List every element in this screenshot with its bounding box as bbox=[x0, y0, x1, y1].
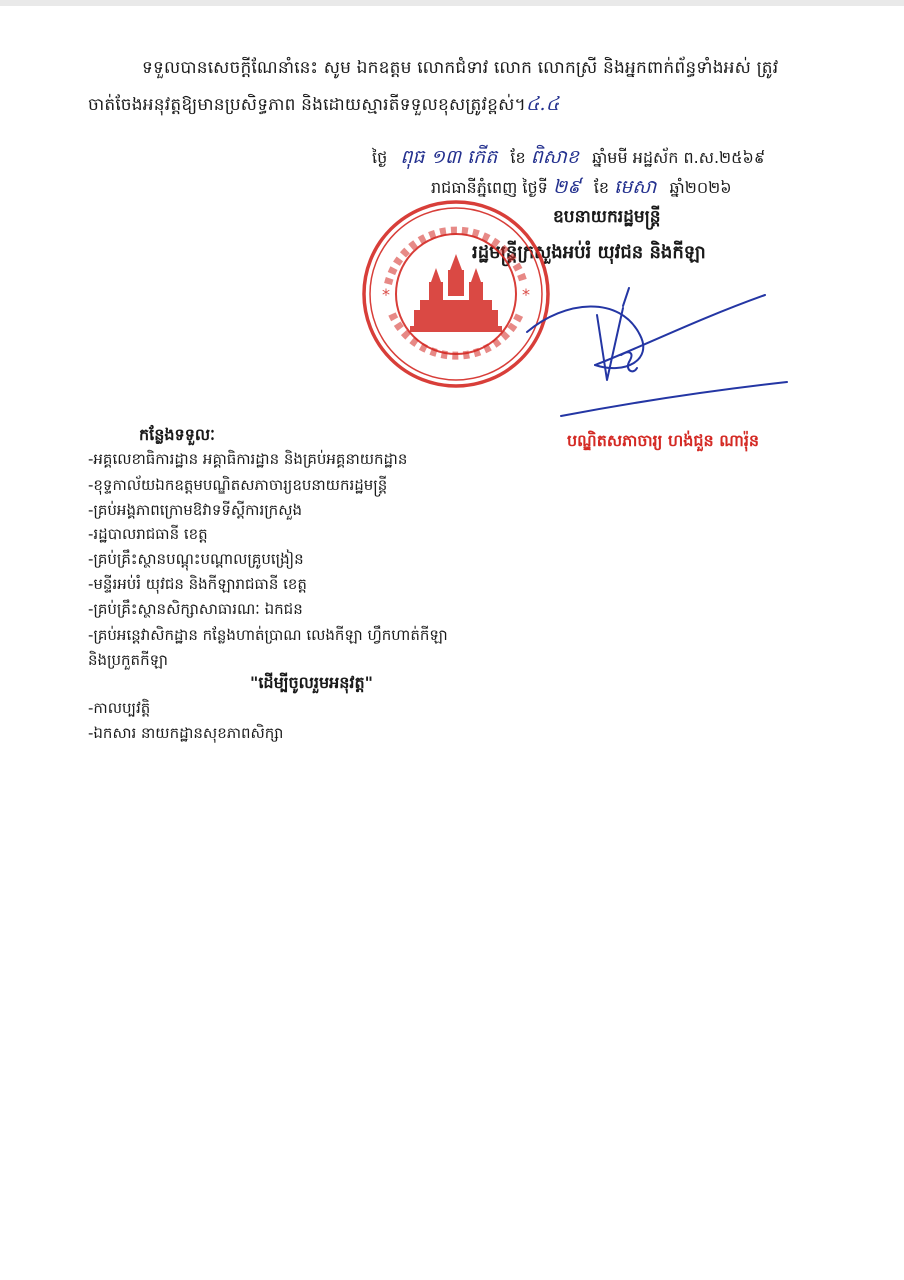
implementation-title: "ដើម្បីចូលរួមអនុវត្ត" bbox=[250, 673, 373, 692]
body-line-2-text: ចាត់ចែងអនុវត្តឱ្យមានប្រសិទ្ធភាព និងដោយស្មារតីទទួលខុសត្រូវខ្ពស់។ bbox=[88, 95, 526, 115]
recipient-item: -គ្រប់គ្រឹះស្ថានបណ្ដុះបណ្ដាលគ្រូបង្រៀន bbox=[88, 550, 304, 568]
lunar-year: ឆ្នាំមមី អដ្ឋស័ក ព.ស.២៥៦៩ bbox=[592, 148, 766, 167]
svg-text:*: * bbox=[522, 285, 530, 304]
svg-text:*: * bbox=[382, 285, 390, 304]
solar-prefix: រាជធានីភ្នំពេញ ថ្ងៃទី bbox=[431, 178, 548, 197]
lunar-prefix: ថ្ងៃ bbox=[372, 148, 388, 167]
signature-scribble bbox=[525, 280, 795, 435]
recipient-item: -គ្រប់អន្តេវាសិកដ្ឋាន កន្លែងហាត់ប្រាណ លេងកីឡា ហ្វឹកហាត់កីឡា bbox=[88, 626, 448, 644]
recipient-item: -គ្រប់អង្គភាពក្រោមឱវាទទីស្ដីការក្រសួង bbox=[88, 501, 303, 519]
lunar-day-handwritten: ពុធ ១៣ កើត bbox=[400, 146, 498, 168]
lunar-month-handwritten: ពិសាខ bbox=[530, 146, 579, 168]
recipients-title: កន្លែងទទួលៈ bbox=[139, 425, 215, 444]
archive-item: -ឯកសារ នាយកដ្ឋានសុខភាពសិក្សា bbox=[88, 724, 284, 742]
solar-year: ឆ្នាំ២០២៦ bbox=[669, 178, 732, 197]
body-line-2 bbox=[88, 92, 559, 120]
recipient-item: -គ្រប់គ្រឹះស្ថានសិក្សាសាធារណៈ ឯកជន bbox=[88, 600, 303, 618]
body-line-1: ទទួលបានសេចក្ដីណែនាំនេះ សូម ឯកឧត្ដម លោកជំទាវ លោក លោកស្រី និងអ្នកពាក់ព័ន្ធទាំងអស់ ត្រូវ bbox=[142, 58, 779, 78]
recipient-item: -ខុទ្ទកាល័យឯកឧត្ដមបណ្ឌិតសភាចារ្យឧបនាយករដ្ឋមន្ត្រី bbox=[88, 476, 388, 494]
signatory-title-1: ឧបនាយករដ្ឋមន្ត្រី bbox=[553, 207, 661, 227]
recipient-item: និងប្រកួតកីឡា bbox=[88, 651, 168, 669]
recipient-item: -អគ្គលេខាធិការដ្ឋាន អគ្គាធិការដ្ឋាន និងគ្រប់អគ្គនាយកដ្ឋាន bbox=[88, 450, 408, 468]
lunar-month-label: ខែ bbox=[510, 148, 526, 167]
temple-emblem bbox=[410, 254, 502, 332]
signatory-title-2: រដ្ឋមន្ត្រីក្រសួងអប់រំ យុវជន និងកីឡា bbox=[472, 242, 706, 263]
page-top-edge bbox=[0, 0, 904, 6]
solar-month-label: ខែ bbox=[593, 178, 610, 197]
handwritten-mark: ៤.៤ bbox=[525, 93, 560, 115]
recipient-item: -មន្ទីរអប់រំ យុវជន និងកីឡារាជធានី ខេត្ត bbox=[88, 575, 307, 593]
solar-month-handwritten: មេសា bbox=[614, 176, 657, 198]
solar-day-handwritten: ២៩ bbox=[552, 176, 581, 198]
archive-item: -កាលប្បវត្តិ bbox=[88, 699, 151, 717]
signatory-name: បណ្ឌិតសភាចារ្យ ហង់ជួន ណារ៉ុន bbox=[567, 431, 760, 450]
recipient-item: -រដ្ឋបាលរាជធានី ខេត្ត bbox=[88, 525, 208, 543]
lunar-date-line bbox=[372, 145, 765, 173]
